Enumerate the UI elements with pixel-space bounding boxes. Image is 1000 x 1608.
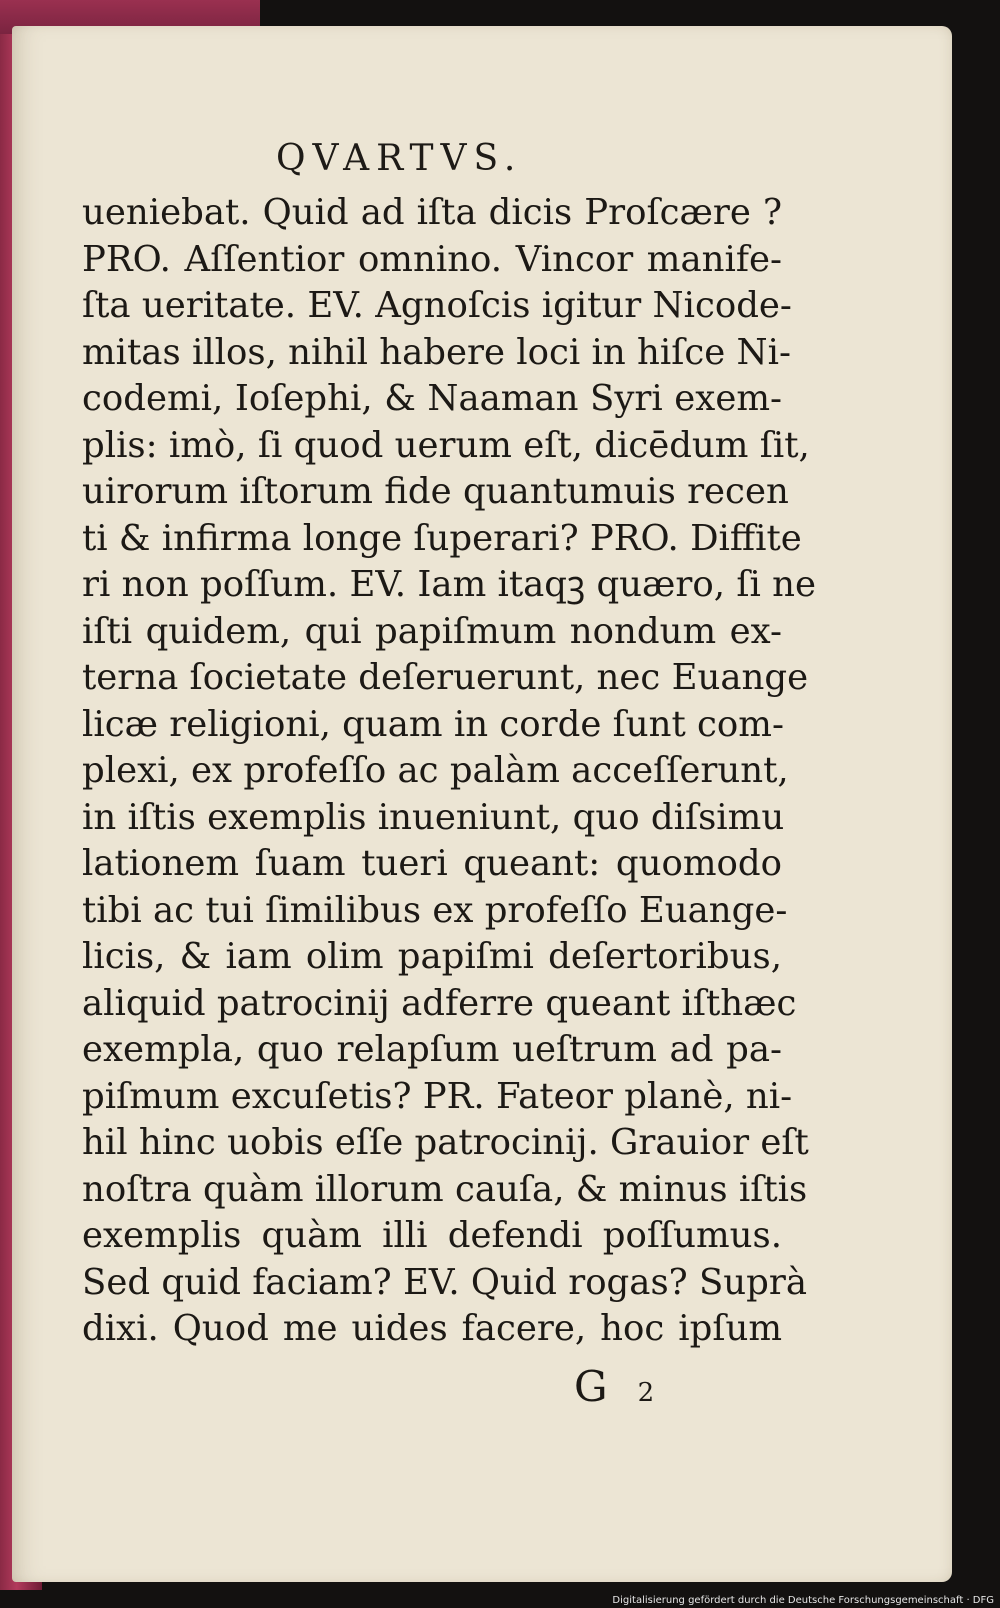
text-line: lationem ſuam tueri queant: quomodo <box>82 843 782 884</box>
running-head: QVARTVS. <box>276 138 523 179</box>
text-line: mitas illos, nihil habere loci in hiſce Ni- <box>82 331 791 373</box>
text-line: noſtra quàm illorum cauſa, & minus iſtis <box>82 1168 808 1210</box>
text-line: dixi. Quod me uides facere, hoc ipſum <box>82 1308 782 1349</box>
digitization-credit: Digitalisierung gefördert durch die Deutsche Forschungsgemeinschaft · DFG <box>612 1595 994 1606</box>
text-line: Sed quid faciam? EV. Quid rogas? Suprà <box>82 1261 808 1303</box>
body-text <box>82 190 816 1353</box>
text-line: in iſtis exemplis inueniunt, quo diſsimu <box>82 796 785 838</box>
signature-number: 2 <box>637 1378 655 1408</box>
text-line: licis, & iam olim papiſmi deſertoribus, <box>82 936 782 977</box>
text-line: plis: imò, ſi quod uerum eſt, dicēdum ſit, <box>82 424 810 466</box>
text-line: exemplis quàm illi defendi poſſumus. <box>82 1215 782 1256</box>
text-line: piſmum excuſetis? PR. Fateor planè, ni- <box>82 1075 793 1117</box>
text-line: tibi ac tui ſimilibus ex profeſſo Euange- <box>82 889 788 931</box>
text-line: aliquid patrocinij adferre queant iſthæc <box>82 982 797 1024</box>
text-line: iſti quidem, qui papiſmum nondum ex- <box>82 610 782 652</box>
text-line: ſta ueritate. EV. Agnoſcis igitur Nicode- <box>82 285 792 326</box>
text-line: uirorum iſtorum fide quantumuis recen <box>82 471 789 512</box>
text-line: terna ſocietate deſeruerunt, nec Euange <box>82 657 809 698</box>
text-line: ti & infirma longe ſuperari? PRO. Diffite <box>82 517 802 559</box>
signature-letter: G <box>574 1362 638 1411</box>
text-line: plexi, ex profeſſo ac palàm acceſſerunt, <box>82 750 789 791</box>
text-line: ri non poſſum. EV. Iam itaqꝫ quæro, ſi ne <box>82 564 816 605</box>
text-line: exempla, quo relapſum ueſtrum ad pa- <box>82 1029 782 1070</box>
text-line: ueniebat. Quid ad iſta dicis Proſcære ? <box>82 192 782 233</box>
signature-mark <box>574 1362 654 1411</box>
text-line: licæ religioni, quam in corde ſunt com- <box>82 703 784 745</box>
text-line: PRO. Aſſentior omnino. Vincor manife- <box>82 238 782 280</box>
text-line: hil hinc uobis eſſe patrocinij. Grauior eſt <box>82 1122 809 1163</box>
text-line: codemi, Ioſephi, & Naaman Syri exem- <box>82 378 782 419</box>
